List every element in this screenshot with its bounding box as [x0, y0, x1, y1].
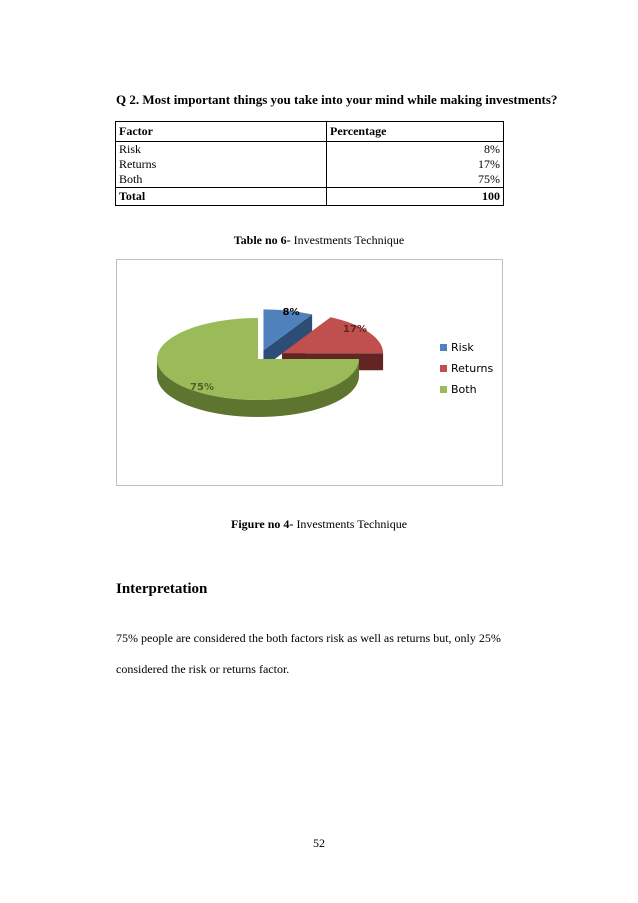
factor-table — [115, 121, 504, 206]
legend-swatch-both — [440, 386, 447, 393]
table-row — [116, 172, 504, 188]
table-caption — [0, 233, 638, 248]
pie-chart — [116, 259, 503, 486]
data-label-returns: 17% — [343, 324, 367, 335]
table-cell-factor: Returns — [116, 157, 327, 172]
legend-swatch-risk — [440, 344, 447, 351]
table-caption-text: Investments Technique — [290, 233, 405, 247]
table-cell-percentage: 8% — [327, 142, 504, 158]
question-text: Q 2. Most important things you take into your mind while making investments? — [116, 92, 558, 107]
table-header-row — [116, 122, 504, 142]
data-label-both: 75% — [190, 382, 214, 393]
table-cell-factor: Both — [116, 172, 327, 188]
figure-caption-number: Figure no 4- — [230, 517, 294, 531]
figure-caption — [0, 517, 638, 532]
table-header-factor: Factor — [116, 122, 327, 142]
interpretation-heading: Interpretation — [116, 581, 208, 597]
table-row — [116, 157, 504, 172]
table-cell-factor: Risk — [116, 142, 327, 158]
table-header-percentage: Percentage — [327, 122, 504, 142]
table-cell-percentage: 75% — [327, 172, 504, 188]
table-total-row — [116, 188, 504, 206]
page-number: 52 — [313, 836, 325, 850]
interpretation-line-1: 75% people are considered the both factors risk as well as returns but, only 25% — [116, 631, 501, 645]
table-cell-percentage: 17% — [327, 157, 504, 172]
table-total-value: 100 — [327, 188, 504, 206]
legend-label-both: Both — [451, 383, 477, 396]
figure-caption-text: Investments Technique — [293, 517, 408, 531]
legend-label-risk: Risk — [451, 341, 474, 354]
legend-label-returns: Returns — [451, 362, 494, 375]
legend-swatch-returns — [440, 365, 447, 372]
table-caption-number: Table no 6- — [233, 233, 291, 247]
interpretation-line-2: considered the risk or returns factor. — [116, 662, 290, 676]
table-row — [116, 142, 504, 158]
data-label-risk: 8% — [282, 307, 300, 318]
table-total-label: Total — [116, 188, 327, 206]
